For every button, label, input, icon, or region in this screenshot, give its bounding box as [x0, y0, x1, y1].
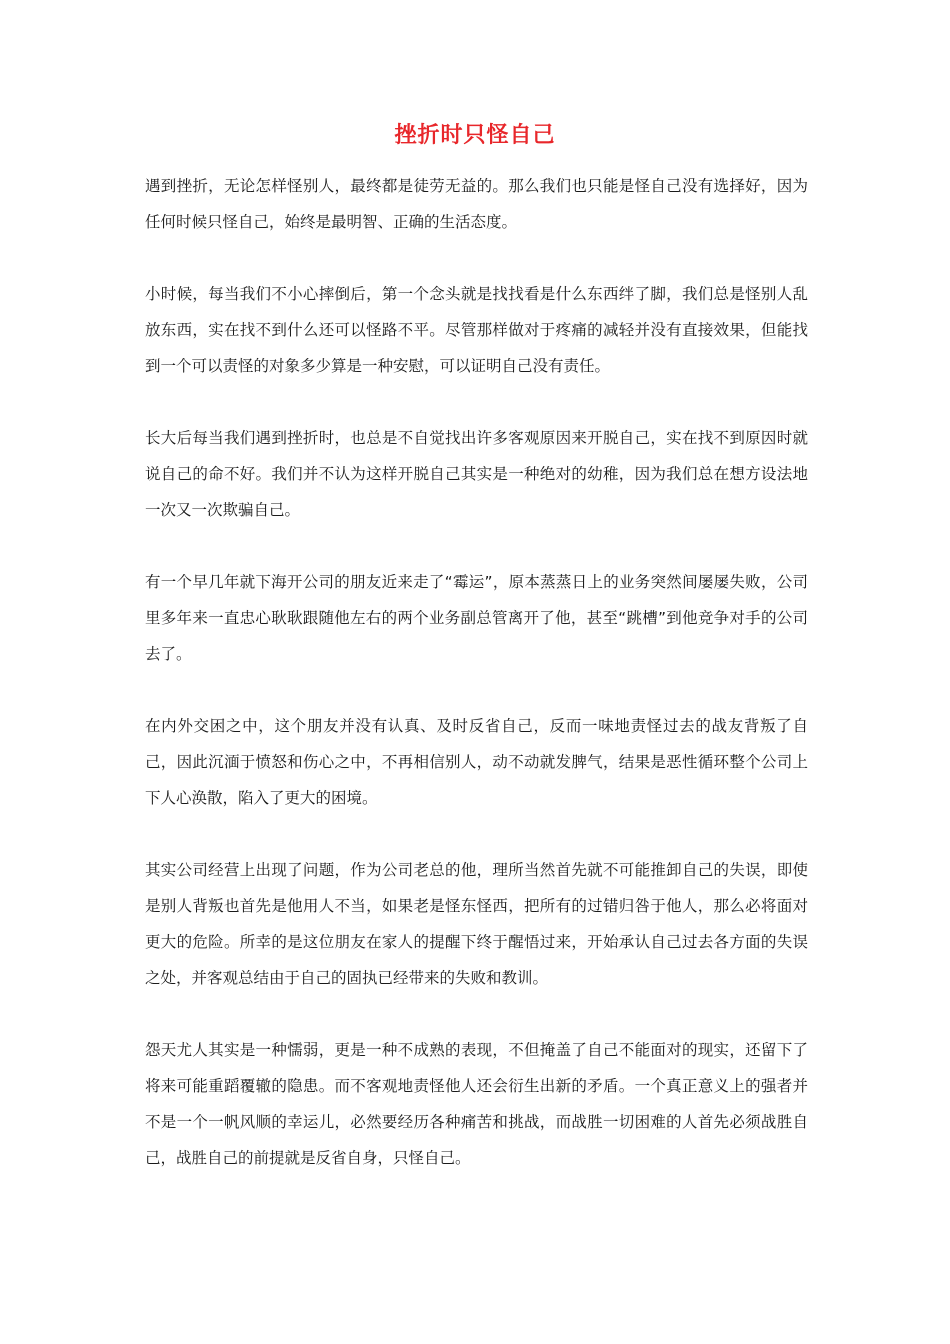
- paragraph-6: 其实公司经营上出现了问题，作为公司老总的他，理所当然首先就不可能推卸自己的失误，即使是别人背叛也首先是他用人不当，如果老是怪东怪西，把所有的过错归咎于他人，那么必将面对更大的危险。所幸的是这位朋友在家人的提醒下终于醒悟过来，开始承认自己过去各方面的失误之处，并客观总结由于自己的固执已经带来的失败和教训。: [145, 861, 808, 987]
- paragraph-1: 遇到挫折，无论怎样怪别人，最终都是徒劳无益的。那么我们也只能是怪自己没有选择好，因为任何时候只怪自己，始终是最明智、正确的生活态度。: [145, 177, 808, 231]
- paragraph-3: 长大后每当我们遇到挫折时，也总是不自觉找出许多客观原因来开脱自己，实在找不到原因时就说自己的命不好。我们并不认为这样开脱自己其实是一种绝对的幼稚，因为我们总在想方设法地一次又一次欺骗自己。: [145, 429, 808, 519]
- paragraph-2: 小时候，每当我们不小心摔倒后，第一个念头就是找找看是什么东西绊了脚，我们总是怪别人乱放东西，实在找不到什么还可以怪路不平。尽管那样做对于疼痛的减轻并没有直接效果，但能找到一个可以责怪的对象多少算是一种安慰，可以证明自己没有责任。: [145, 285, 808, 375]
- paragraph-4: 有一个早几年就下海开公司的朋友近来走了“霉运”，原本蒸蒸日上的业务突然间屡屡失败，公司里多年来一直忠心耿耿跟随他左右的两个业务副总管离开了他，甚至“跳槽”到他竞争对手的公司去了。: [145, 573, 808, 663]
- document-body: [145, 168, 808, 1212]
- paragraph-5: 在内外交困之中，这个朋友并没有认真、及时反省自己，反而一味地责怪过去的战友背叛了自己，因此沉湎于愤怒和伤心之中，不再相信别人，动不动就发脾气，结果是恶性循环整个公司上下人心涣散，陷入了更大的困境。: [145, 717, 808, 807]
- paragraph-7: 怨天尤人其实是一种懦弱，更是一种不成熟的表现，不但掩盖了自己不能面对的现实，还留下了将来可能重蹈覆辙的隐患。而不客观地责怪他人还会衍生出新的矛盾。一个真正意义上的强者并不是一个一帆风顺的幸运儿，必然要经历各种痛苦和挑战，而战胜一切困难的人首先必须战胜自己，战胜自己的前提就是反省自身，只怪自己。: [145, 1041, 808, 1167]
- document-title: 挫折时只怪自己: [394, 123, 556, 148]
